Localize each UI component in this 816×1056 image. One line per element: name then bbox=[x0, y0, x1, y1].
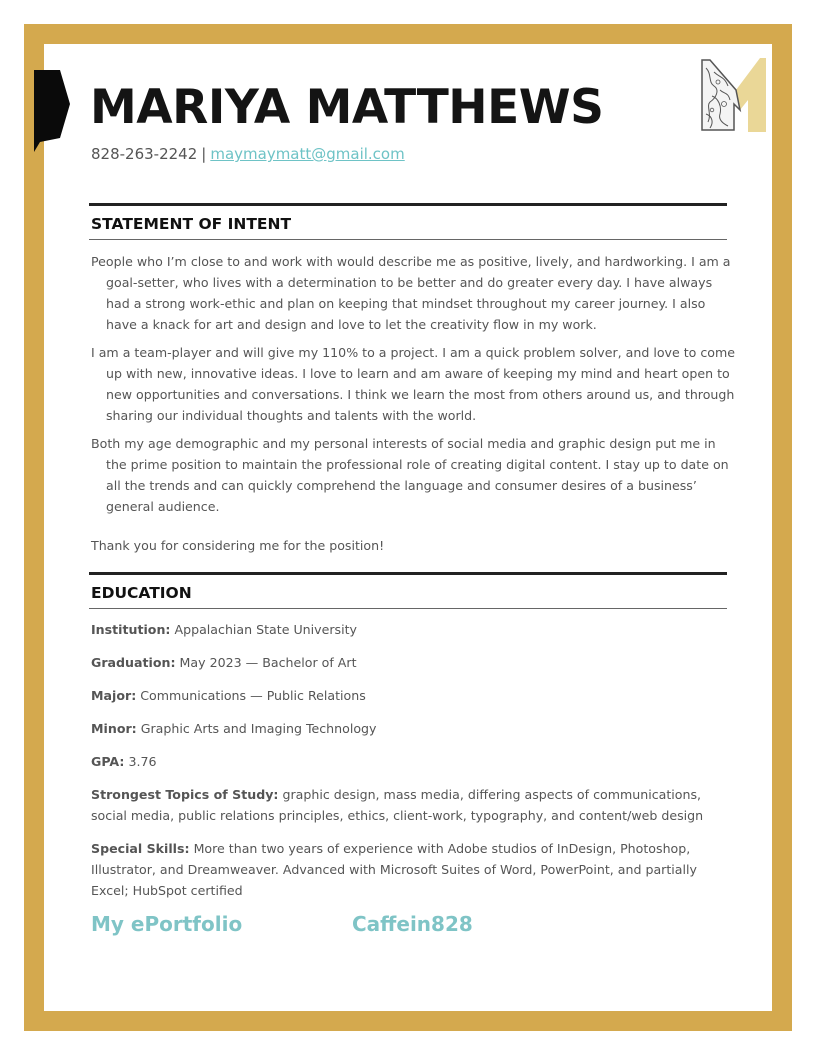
education-value: graphic design, mass media, differing aspects of communications, social media, public relations principles, ethics, client-work, typography, and content/web design bbox=[91, 787, 704, 823]
contact-separator: | bbox=[201, 145, 207, 163]
section-divider-thick bbox=[89, 203, 727, 206]
section-divider-thick bbox=[89, 572, 727, 575]
statement-paragraph: I am a team-player and will give my 110% to a project. I am a quick problem solver, and love to come up with new, innovative ideas. I love to learn and am aware of keeping my mind and heart open to new opportunities and conversations. I think we learn the most from others around us, and through sharing our individual thoughts and talents with the world. bbox=[91, 345, 736, 423]
education-value: May 2023 — Bachelor of Art bbox=[179, 655, 357, 670]
education-value: Graphic Arts and Imaging Technology bbox=[140, 721, 377, 736]
contact-line bbox=[91, 145, 405, 163]
education-value: More than two years of experience with Adobe studios of InDesign, Photoshop, Illustrator, and Dreamweaver. Advanced with Microsoft Suites of Word, PowerPoint, and partially Excel; HubSpot certified bbox=[91, 841, 697, 898]
section-divider-thin bbox=[89, 608, 727, 609]
education-row bbox=[91, 652, 723, 673]
statement-heading: STATEMENT OF INTENT bbox=[91, 215, 292, 233]
education-label: Major: bbox=[91, 688, 137, 703]
monogram-m-logo bbox=[700, 56, 766, 132]
closing-line: Thank you for considering me for the position! bbox=[91, 538, 385, 553]
education-row bbox=[91, 784, 723, 826]
education-row bbox=[91, 685, 723, 706]
education-row bbox=[91, 838, 723, 901]
phone-number: 828-263-2242 bbox=[91, 145, 198, 163]
education-row bbox=[91, 751, 723, 772]
education-value: Communications — Public Relations bbox=[140, 688, 366, 703]
email-link[interactable]: maymaymatt@gmail.com bbox=[210, 145, 405, 163]
education-heading: EDUCATION bbox=[91, 584, 192, 602]
section-divider-thin bbox=[89, 239, 727, 240]
statement-paragraph: Both my age demographic and my personal interests of social media and graphic design put me in the prime position to maintain the professional role of creating digital content. I stay up to date on all the trends and can quickly comprehend the language and consumer desires of a business’ general audience. bbox=[91, 436, 729, 514]
eportfolio-link[interactable]: My ePortfolio bbox=[91, 912, 243, 936]
bookmark-tab-icon bbox=[34, 70, 70, 152]
education-row bbox=[91, 718, 723, 739]
education-label: GPA: bbox=[91, 754, 125, 769]
education-label: Institution: bbox=[91, 622, 171, 637]
education-label: Minor: bbox=[91, 721, 137, 736]
education-value: Appalachian State University bbox=[174, 622, 357, 637]
education-row bbox=[91, 619, 723, 640]
education-label: Special Skills: bbox=[91, 841, 190, 856]
education-label: Strongest Topics of Study: bbox=[91, 787, 279, 802]
education-value: 3.76 bbox=[128, 754, 157, 769]
applicant-name: MARIYA MATTHEWS bbox=[90, 80, 604, 135]
education-label: Graduation: bbox=[91, 655, 176, 670]
handle-link[interactable]: Caffein828 bbox=[352, 912, 473, 936]
statement-paragraph: People who I’m close to and work with would describe me as positive, lively, and hardworking. I am a goal-setter, who lives with a determination to be better and do greater every day. I have always had a strong work-ethic and plan on keeping that mindset throughout my career journey. I also have a knack for art and design and love to let the creativity flow in my work. bbox=[91, 254, 731, 332]
